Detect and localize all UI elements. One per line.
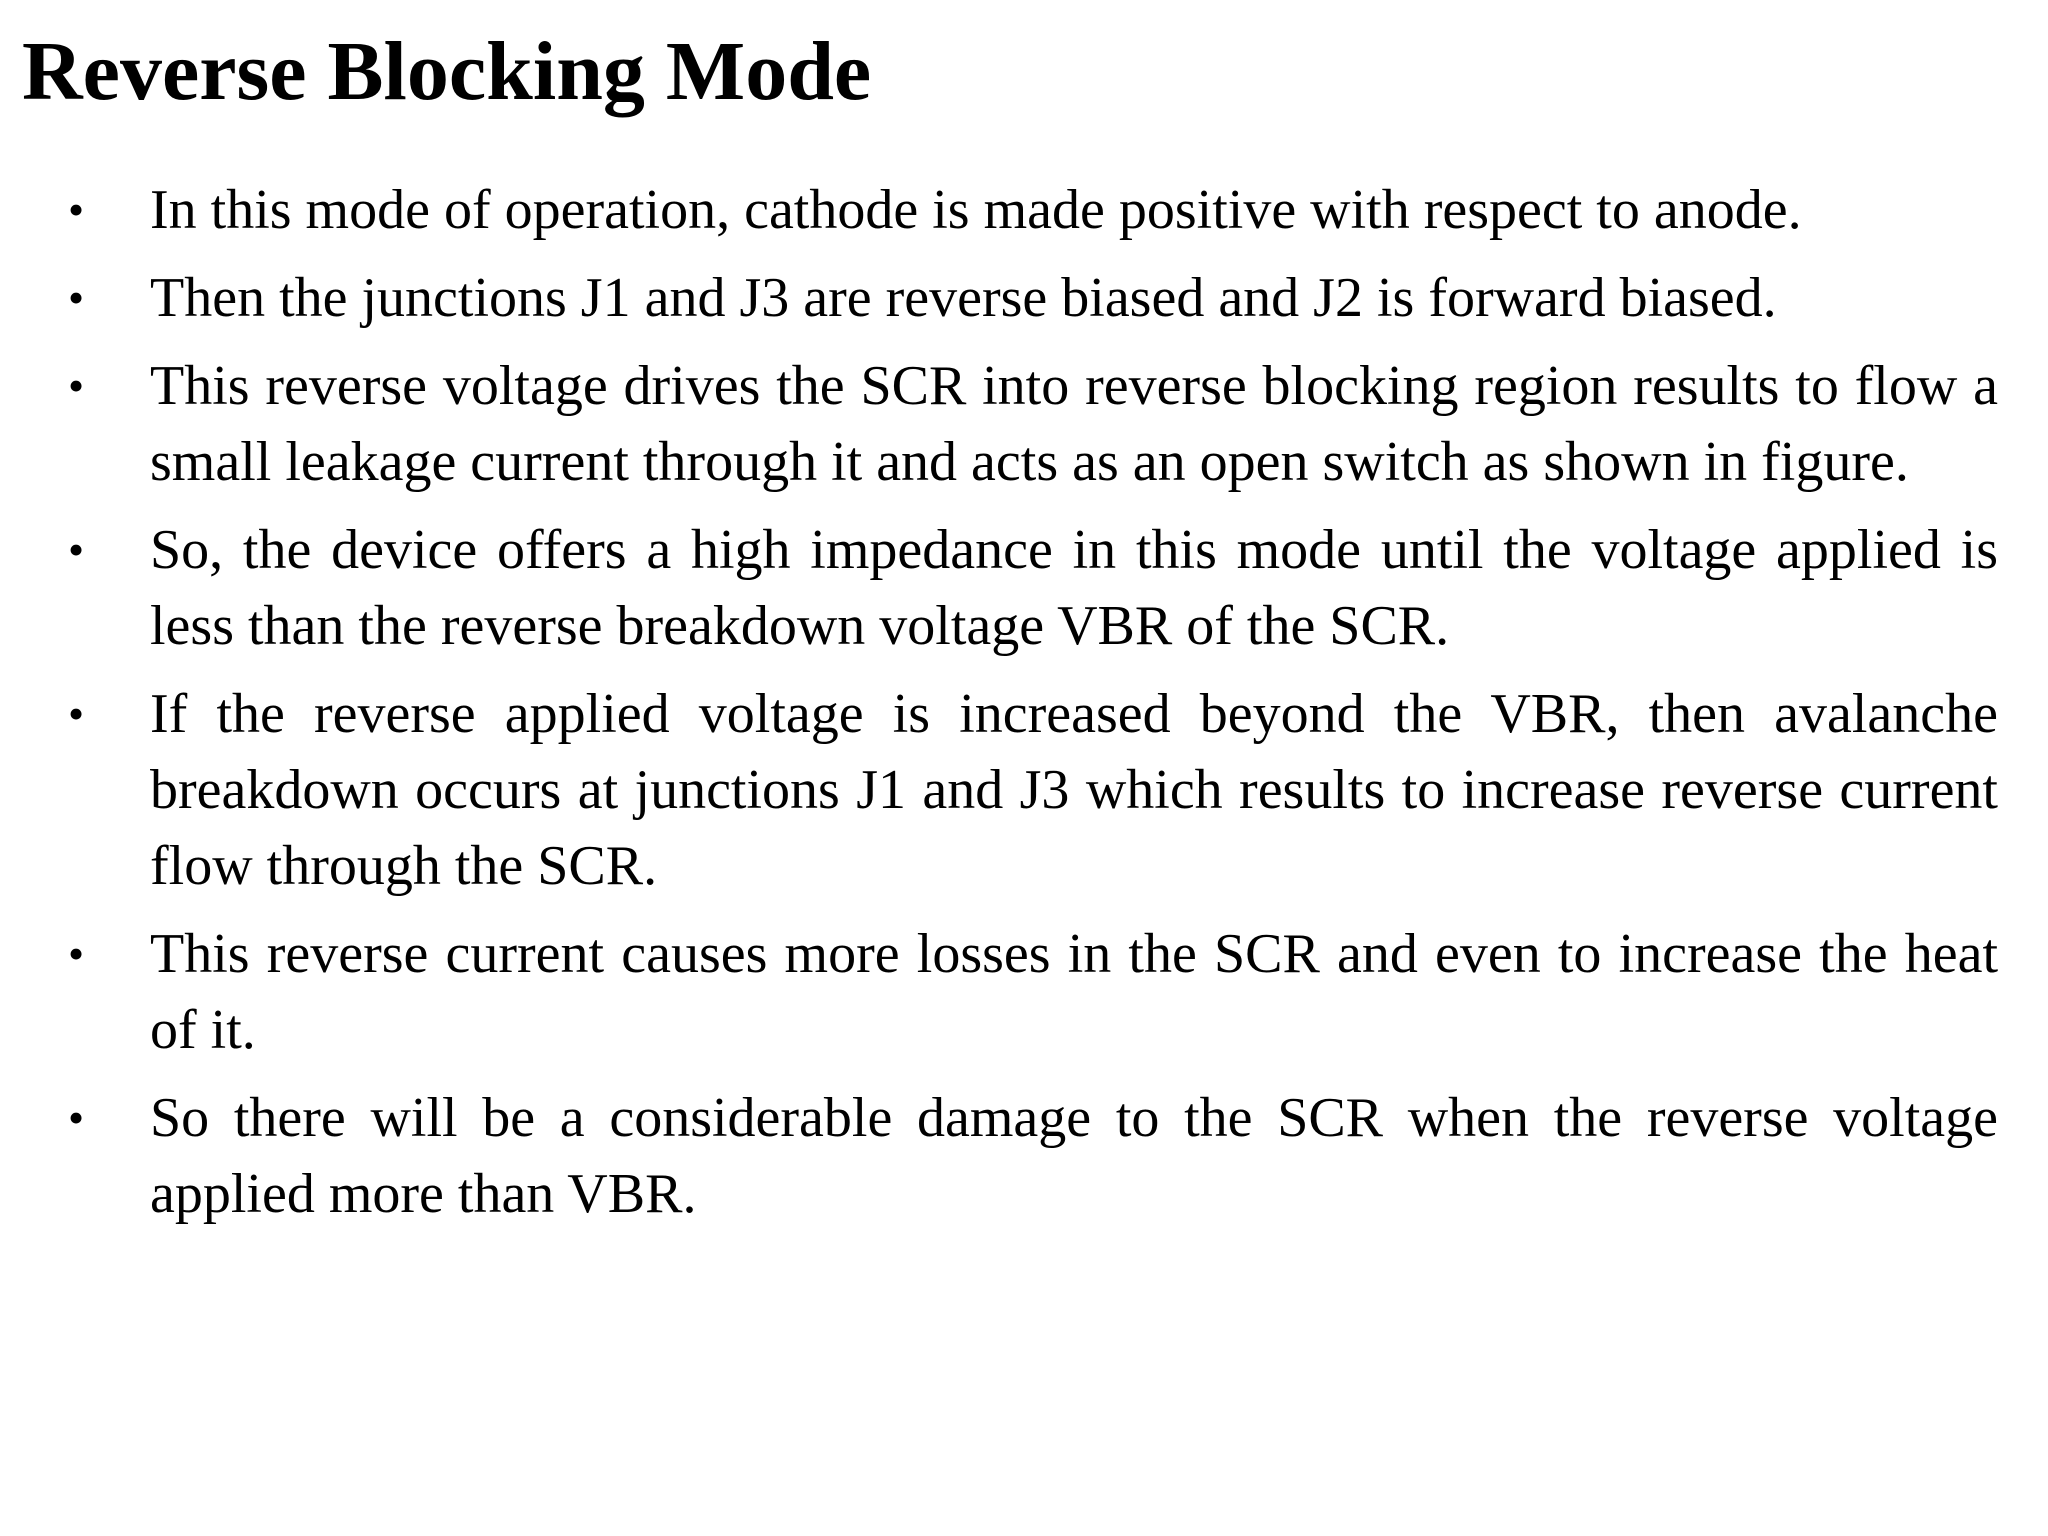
bullet-item (0, 1080, 1998, 1232)
bullet-text: In this mode of operation, cathode is made positive with respect to anode. (150, 179, 1802, 241)
bullet-icon: • (68, 360, 85, 411)
bullet-icon: • (68, 524, 85, 575)
bullet-text: This reverse voltage drives the SCR into reverse blocking region results to flow a small leakage current through it and acts as an open switch as shown in figure. (150, 355, 1998, 493)
bullet-icon: • (68, 688, 85, 739)
bullet-icon: • (68, 272, 85, 323)
bullet-icon: • (68, 1092, 85, 1143)
bullet-text: This reverse current causes more losses in the SCR and even to increase the heat of it. (150, 923, 1998, 1061)
bullet-text: So, the device offers a high impedance in this mode until the voltage applied is less than the reverse breakdown voltage VBR of the SCR. (150, 519, 1998, 657)
bullet-item (0, 512, 1998, 664)
slide-title: Reverse Blocking Mode (22, 25, 872, 118)
bullet-text: So there will be a considerable damage to the SCR when the reverse voltage applied more than VBR. (150, 1087, 1998, 1225)
bullet-item (0, 260, 1998, 336)
bullet-list (0, 172, 2048, 1244)
bullet-item (0, 916, 1998, 1068)
bullet-text: Then the junctions J1 and J3 are reverse biased and J2 is forward biased. (150, 267, 1777, 329)
bullet-item (0, 676, 1998, 904)
bullet-item (0, 348, 1998, 500)
bullet-text: If the reverse applied voltage is increased beyond the VBR, then avalanche breakdown occurs at junctions J1 and J3 which results to increase reverse current flow through the SCR. (150, 683, 1998, 897)
bullet-icon: • (68, 928, 85, 979)
bullet-item (0, 172, 1998, 248)
bullet-icon: • (68, 184, 85, 235)
